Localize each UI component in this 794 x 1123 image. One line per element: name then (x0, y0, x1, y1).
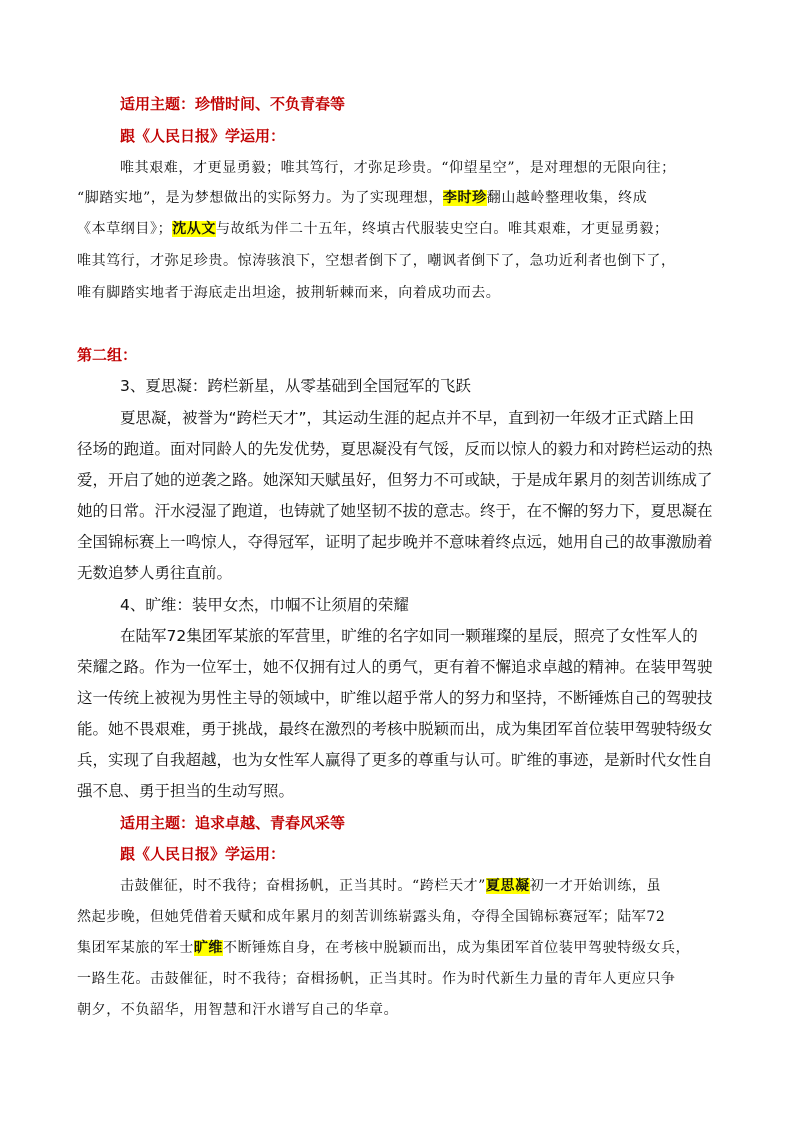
para2-line2: 然起步晚，但她凭借着天赋和成年累月的刻苦训练崭露头角，夺得全国锦标赛冠军；陆军72 (77, 909, 666, 925)
item3-line1: 夏思凝，被誉为“跨栏天才”，其运动生涯的起点并不早，直到初一年级才正式踏上田 (120, 409, 695, 427)
para1-line2: “脚踏实地”，是为梦想做出的实际努力。为了实现理想，李时珍翻山越岭整理收集，终成 (77, 190, 648, 206)
item4-line6: 强不息、勇于担当的生动写照。 (77, 782, 295, 800)
item3-line5: 全国锦标赛上一鸣惊人，夺得冠军，证明了起步晚并不意味着终点远，她用自己的故事激励着 (77, 533, 713, 551)
para1-line5: 唯有脚踏实地者于海底走出坦途，披荆斩棘而来，向着成功而去。 (77, 285, 501, 301)
para1-line3: 《本草纲目》；沈从文与故纸为伴二十五年，终填古代服装史空白。唯其艰难，才更显勇毅； (77, 221, 669, 237)
item4-line3: 这一传统上被视为男性主导的领域中，旷维以超乎常人的努力和坚持，不断锤炼自己的驾驶技 (77, 689, 713, 707)
theme-title-1: 适用主题：珍惜时间、不负青春等 (120, 95, 346, 113)
para1-line1: 唯其艰难，才更显勇毅；唯其笃行，才弥足珍贵。“仰望星空”，是对理想的无限向往； (120, 160, 676, 176)
item4-title: 4、旷维：装甲女杰，巾帼不让须眉的荣耀 (120, 596, 409, 614)
item3-line2: 径场的跑道。面对同龄人的先发优势，夏思凝没有气馁，反而以惊人的毅力和对跨栏运动的热 (77, 440, 713, 458)
para1-line4: 唯其笃行，才弥足珍贵。惊涛骇浪下，空想者倒下了，嘲讽者倒下了，急功近利者也倒下了， (77, 253, 676, 269)
highlight-xia-sining: 夏思凝 (485, 878, 530, 894)
item3-title: 3、夏思凝：跨栏新星，从零基础到全国冠军的飞跃 (120, 377, 471, 395)
para2-line5: 朝夕，不负韶华，用智慧和汗水谱写自己的华章。 (77, 1002, 399, 1018)
item4-line5: 兵，实现了自我超越，也为女性军人赢得了更多的尊重与认可。旷维的事迹，是新时代女性自 (77, 751, 713, 769)
highlight-li-shizhen: 李时珍 (442, 190, 487, 206)
para2-line4: 一路生花。击鼓催征，时不我待；奋楫扬帆，正当其时。作为时代新生力量的青年人更应只争 (77, 971, 676, 987)
group2-heading: 第二组： (77, 346, 138, 364)
item4-line4: 能。她不畏艰难，勇于挑战，最终在激烈的考核中脱颖而出，成为集团军首位装甲驾驶特级女 (77, 720, 713, 738)
learn-title-2: 跟《人民日报》学运用： (120, 845, 286, 863)
theme-title-2: 适用主题：追求卓越、青春风采等 (120, 814, 346, 832)
learn-title-1: 跟《人民日报》学运用： (120, 127, 286, 145)
item3-line4: 她的日常。汗水浸湿了跑道，也铸就了她坚韧不拔的意志。终于，在不懈的努力下，夏思凝在 (77, 502, 713, 520)
item4-line2: 荣耀之路。作为一位军士，她不仅拥有过人的勇气，更有着不懈追求卓越的精神。在装甲驾驶 (77, 658, 713, 676)
item3-line3: 爱，开启了她的逆袭之路。她深知天赋虽好，但努力不可或缺，于是成年累月的刻苦训练成了 (77, 471, 713, 489)
para2-line3: 集团军某旅的军士旷维不断锤炼自身，在考核中脱颖而出，成为集团军首位装甲驾驶特级女兵， (77, 940, 691, 956)
highlight-kuang-wei: 旷维 (193, 940, 224, 956)
para2-line1: 击鼓催征，时不我待；奋楫扬帆，正当其时。“跨栏天才”夏思凝初一才开始训练，虽 (120, 878, 662, 894)
item4-line1: 在陆军72集团军某旅的军营里，旷维的名字如同一颗璀璨的星辰，照亮了女性军人的 (120, 627, 698, 645)
highlight-shen-congwen: 沈从文 (172, 221, 217, 237)
item3-line6: 无数追梦人勇往直前。 (77, 564, 233, 582)
